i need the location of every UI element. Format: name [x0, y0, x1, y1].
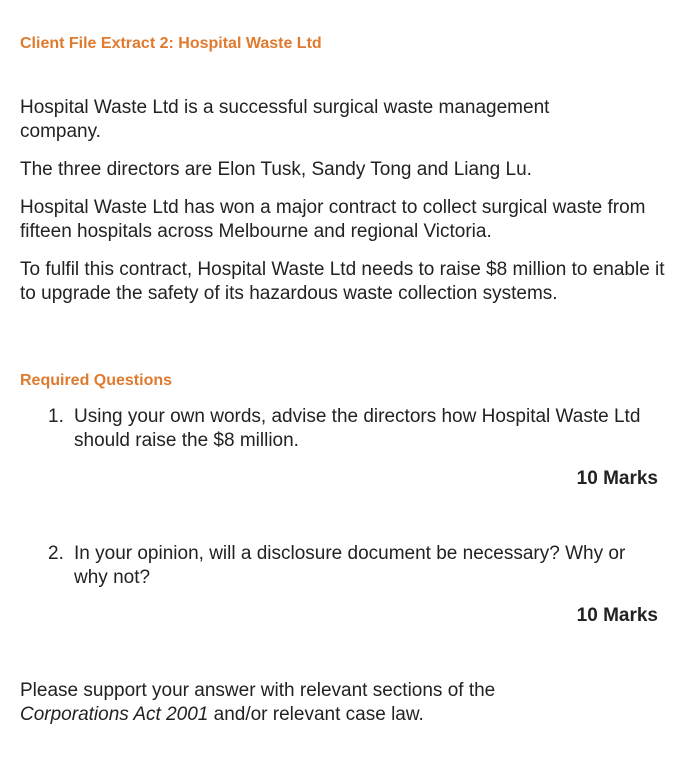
page-title: Client File Extract 2: Hospital Waste Ltd [20, 35, 322, 52]
question-number: 2. [48, 543, 64, 564]
question-number: 1. [48, 406, 64, 427]
paragraph-directors: The three directors are Elon Tusk, Sandy Tong and Liang Lu. [20, 159, 532, 180]
footer-note-text: Please support your answer with relevant sections of the [20, 680, 496, 701]
paragraph-contract: Hospital Waste Ltd has won a major contract to collect surgical waste from fifteen hospitals across Melbourne and regional Victoria. [20, 197, 646, 242]
footer-note-text-end: and/or relevant case law. [208, 704, 424, 725]
paragraph-intro: Hospital Waste Ltd is a successful surgical waste management company. [20, 97, 550, 142]
question-marks: 10 Marks [576, 605, 658, 626]
question-text: Using your own words, advise the directors how Hospital Waste Ltd should raise the $8 million. [74, 406, 641, 451]
paragraph-funding: To fulfil this contract, Hospital Waste Ltd needs to raise $8 million to enable it to upgrade the safety of its hazardous waste collection systems. [20, 259, 665, 304]
question-text: In your opinion, will a disclosure document be necessary? Why or why not? [74, 543, 626, 588]
footer-note [20, 679, 580, 727]
question-marks: 10 Marks [576, 468, 658, 489]
act-title: Corporations Act 2001 [20, 704, 209, 725]
questions-heading: Required Questions [20, 372, 173, 389]
